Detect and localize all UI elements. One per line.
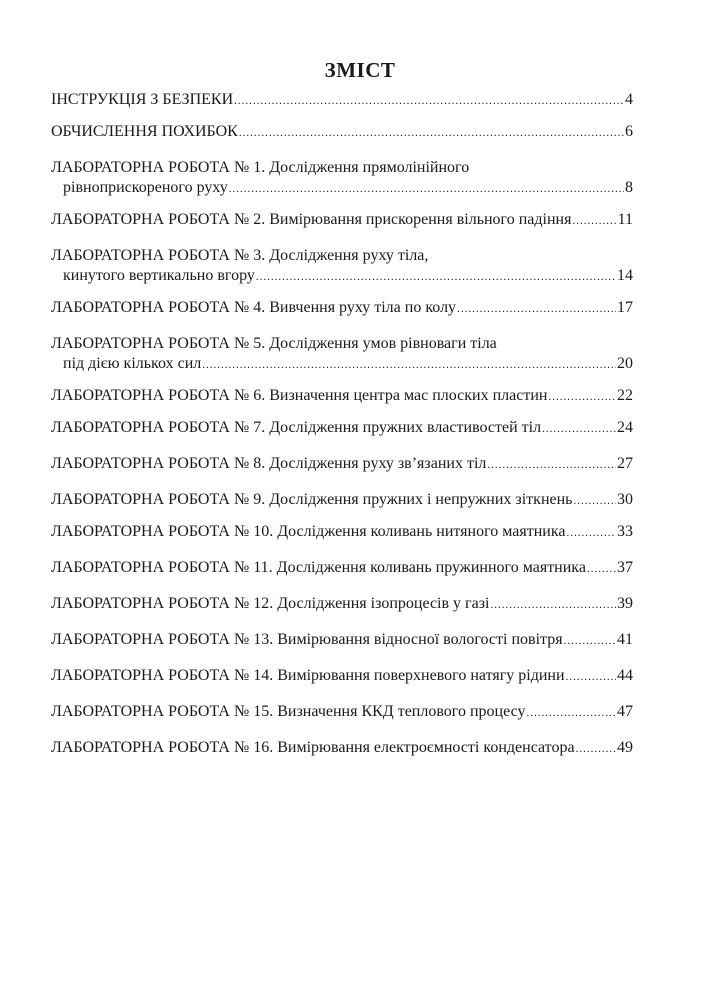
page-number: 17 [617,299,633,316]
dot-leader [487,455,616,475]
page-number: 47 [617,703,633,720]
page-number: 30 [617,491,633,508]
page-number: 27 [617,455,633,472]
toc-entry[interactable] [51,594,633,615]
toc-entry-title-continuation: рівноприскореного руху [63,179,228,196]
dot-leader [564,631,616,651]
page-number: 33 [617,523,633,540]
toc-entry[interactable] [51,702,633,723]
dot-leader [548,387,616,407]
page-number: 8 [625,179,633,196]
toc-entry[interactable] [51,418,633,439]
dot-leader [256,267,616,287]
dot-leader [576,739,616,759]
toc-entry-title: ЛАБОРАТОРНА РОБОТА № 14. Вимірювання поверхневого натягу рідини [51,667,565,684]
toc-entry-title: ЛАБОРАТОРНА РОБОТА № 10. Дослідження коливань нитяного маятника [51,523,566,540]
dot-leader [573,491,616,511]
page-number: 39 [617,595,633,612]
toc-entry-title: ЛАБОРАТОРНА РОБОТА № 4. Вивчення руху тіла по колу [51,299,457,316]
dot-leader [566,667,616,687]
toc-entry[interactable] [51,90,633,111]
toc-entry[interactable] [51,738,633,759]
page-number: 22 [617,387,633,404]
toc-entry-title: ЛАБОРАТОРНА РОБОТА № 5. Дослідження умов рівноваги тіла [51,335,497,352]
toc-entry[interactable] [51,210,633,231]
toc-entry-title: ЛАБОРАТОРНА РОБОТА № 16. Вимірювання електроємності конденсатора [51,739,575,756]
page-number: 24 [617,419,633,436]
toc-entry[interactable] [51,334,633,375]
toc-entry[interactable] [51,386,633,407]
page-number: 44 [617,667,633,684]
toc-entry-title-continuation: під дією кількох сил [63,355,202,372]
dot-leader [239,123,624,143]
toc-entry-title: ЛАБОРАТОРНА РОБОТА № 3. Дослідження руху тіла, [51,247,429,264]
toc-entry-title-continuation: кинутого вертикально вгору [63,267,255,284]
toc-entry[interactable] [51,158,633,199]
toc-entry-title: ОБЧИСЛЕННЯ ПОХИБОК [51,123,238,140]
dot-leader [526,703,616,723]
toc-entry-title: ЛАБОРАТОРНА РОБОТА № 2. Вимірювання прискорення вільного падіння [51,211,572,228]
page-number: 41 [617,631,633,648]
toc-entry[interactable] [51,630,633,651]
toc-entry-title: ЛАБОРАТОРНА РОБОТА № 7. Дослідження пружних властивостей тіл [51,419,542,436]
page-number: 14 [617,267,633,284]
page-number: 49 [617,739,633,756]
toc-entry[interactable] [51,522,633,543]
page-number: 11 [617,211,633,228]
toc-entry-title: ЛАБОРАТОРНА РОБОТА № 1. Дослідження прямолінійного [51,159,470,176]
dot-leader [566,523,616,543]
toc-entry-title: ЛАБОРАТОРНА РОБОТА № 6. Визначення центра мас плоских пластин [51,387,548,404]
toc-entry[interactable] [51,122,633,143]
dot-leader [490,595,616,615]
toc-entry[interactable] [51,558,633,579]
toc-entry[interactable] [51,666,633,687]
dot-leader [587,559,616,579]
toc-entry-title: ЛАБОРАТОРНА РОБОТА № 8. Дослідження руху зв’язаних тіл [51,455,487,472]
dot-leader [202,355,616,375]
page-title: ЗМІСТ [324,58,396,82]
page-number: 4 [625,91,633,108]
page-number: 6 [625,123,633,140]
toc-entry-title: ЛАБОРАТОРНА РОБОТА № 12. Дослідження ізопроцесів у газі [51,595,490,612]
dot-leader [572,211,616,231]
dot-leader [234,91,624,111]
toc-entry-title: ЛАБОРАТОРНА РОБОТА № 13. Вимірювання відносної вологості повітря [51,631,563,648]
toc-entry-title: ЛАБОРАТОРНА РОБОТА № 9. Дослідження пружних і непружних зіткнень [51,491,573,508]
page-number: 37 [617,559,633,576]
toc-entry[interactable] [51,490,633,511]
toc-entry-title: ЛАБОРАТОРНА РОБОТА № 11. Дослідження коливань пружинного маятника [51,559,586,576]
toc-entry-title: ІНСТРУКЦІЯ З БЕЗПЕКИ [51,91,234,108]
toc-entry[interactable] [51,454,633,475]
toc-entry-title: ЛАБОРАТОРНА РОБОТА № 15. Визначення ККД теплового процесу [51,703,526,720]
dot-leader [542,419,616,439]
page-number: 20 [617,355,633,372]
toc-entry[interactable] [51,246,633,287]
toc-entry[interactable] [51,298,633,319]
dot-leader [457,299,616,319]
dot-leader [229,179,624,199]
